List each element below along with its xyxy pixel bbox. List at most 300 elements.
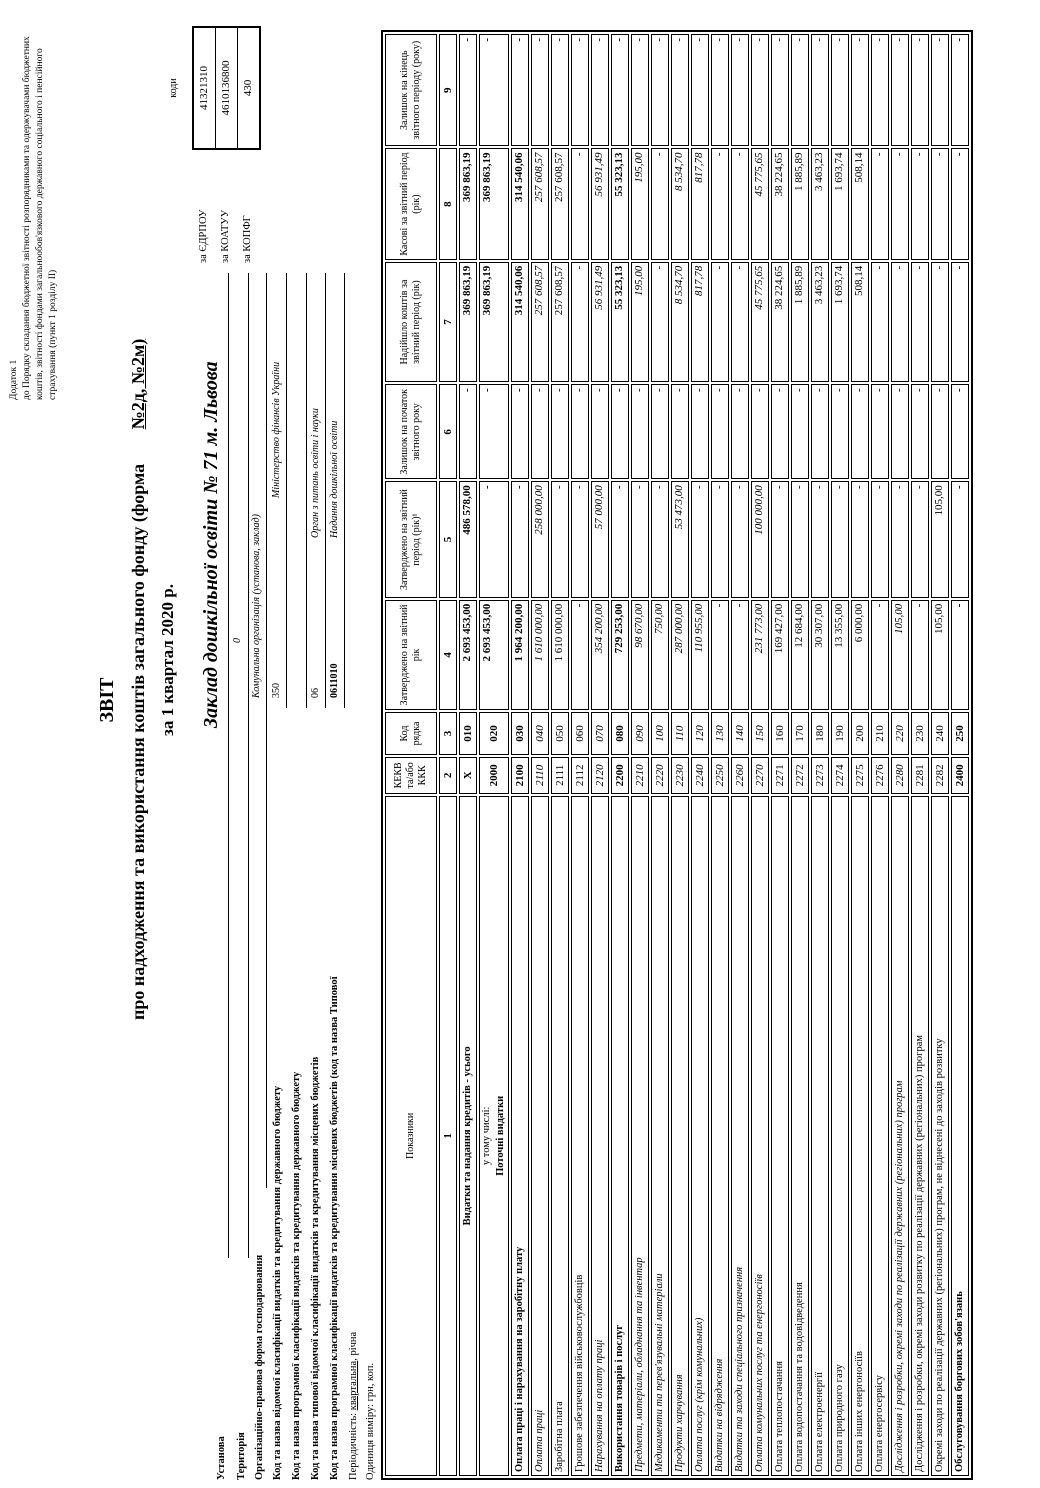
column-header: Залишок на кінець звітного періоду (року): [385, 34, 437, 146]
received-funds: 3 463,23: [811, 262, 829, 383]
table-row: [691, 34, 709, 1476]
table-row: [651, 34, 669, 1476]
table-row: [891, 34, 909, 1476]
row-label: Оплата комунальних послуг та енергоносіїв: [751, 796, 769, 1476]
approved-period: -: [691, 481, 709, 597]
cash-expenses: 369 863,19: [479, 148, 509, 259]
legal-form-value: Комунальна організація (установа, заклад): [251, 514, 262, 698]
received-funds: 369 863,19: [459, 262, 477, 383]
row-code: 050: [551, 712, 569, 755]
appendix-note: [8, 20, 60, 400]
balance-end: -: [479, 34, 509, 146]
balance-start: -: [651, 384, 669, 479]
cash-expenses: 817,78: [691, 148, 709, 259]
cash-expenses: -: [891, 148, 909, 259]
received-funds: 314 540,06: [511, 262, 529, 383]
edrpou-label: за ЄДРПОУ: [198, 209, 209, 263]
balance-end: -: [651, 34, 669, 146]
row-code: 110: [671, 712, 689, 755]
code-koatuu: 4610136800: [216, 28, 238, 148]
typical-class-label: Код та назва типової відомчої класифікації видатків та кредитування місцевих бюджетів: [310, 1056, 321, 1480]
report-title: ЗВІТ: [96, 677, 118, 723]
periodicity-label: Періодичність:: [348, 1412, 359, 1480]
balance-end: -: [571, 34, 589, 146]
column-header: Показники: [385, 796, 437, 1476]
approved-period: -: [511, 481, 529, 597]
table-row: [951, 34, 969, 1476]
balance-end: -: [951, 34, 969, 146]
balance-end: -: [459, 34, 477, 146]
row-label: [479, 796, 509, 1476]
row-label: Оплата інших енергоносіїв: [851, 796, 869, 1476]
report-table: [381, 30, 973, 1480]
typical-code: 06: [310, 688, 321, 698]
balance-start: -: [771, 384, 789, 479]
received-funds: -: [731, 262, 749, 383]
column-number: 9: [439, 34, 457, 146]
prog-class-field: [288, 273, 307, 708]
row-label: Видатки та надання кредитів - усього: [459, 796, 477, 1476]
approved-year: 30 307,00: [811, 600, 829, 710]
cash-expenses: 195,00: [631, 148, 649, 259]
approved-period: 105,00: [931, 481, 949, 597]
approved-year: -: [951, 600, 969, 710]
subtitle-text: про надходження та використання коштів загального фонду (форма: [128, 463, 148, 1020]
kekv-code: 2230: [671, 757, 689, 794]
column-number-row: [439, 34, 457, 1476]
row-code: 120: [691, 712, 709, 755]
balance-end: -: [731, 34, 749, 146]
balance-end: -: [931, 34, 949, 146]
cash-expenses: -: [731, 148, 749, 259]
kekv-code: 2240: [691, 757, 709, 794]
codes-label: коди: [168, 78, 179, 98]
table-row: [771, 34, 789, 1476]
received-funds: -: [571, 262, 589, 383]
column-number: 2: [439, 757, 457, 794]
balance-start: -: [611, 384, 629, 479]
balance-end: -: [891, 34, 909, 146]
balance-end: -: [831, 34, 849, 146]
approved-period: 57 000,00: [591, 481, 609, 597]
column-header: Надійшло коштів за звітний період (рік): [385, 262, 437, 383]
row-code: 140: [731, 712, 749, 755]
cash-expenses: -: [911, 148, 929, 259]
row-code: 240: [931, 712, 949, 755]
kekv-code: 2200: [611, 757, 629, 794]
row-label: Дослідження і розробки, окремі заходи розвитку по реалізації державних (регіональних) програм: [911, 796, 929, 1476]
balance-end: -: [551, 34, 569, 146]
approved-year: -: [711, 600, 729, 710]
kekv-code: 2270: [751, 757, 769, 794]
row-code: 160: [771, 712, 789, 755]
balance-start: -: [831, 384, 849, 479]
cash-expenses: -: [951, 148, 969, 259]
approved-period: -: [479, 481, 509, 597]
kopfg-label: за КОПФГ: [242, 215, 253, 263]
table-row: [671, 34, 689, 1476]
approved-year: 169 427,00: [771, 600, 789, 710]
row-label: Оплата водопостачання та водовідведення: [791, 796, 809, 1476]
approved-year: -: [731, 600, 749, 710]
column-number: 8: [439, 148, 457, 259]
kekv-code: 2000: [479, 757, 509, 794]
balance-start: -: [751, 384, 769, 479]
typical-name: Орган з питань освіти і науки: [310, 408, 321, 538]
table-row: [811, 34, 829, 1476]
approved-year: 2 693 453,00: [479, 600, 509, 710]
kekv-code: 2280: [891, 757, 909, 794]
balance-end: -: [531, 34, 549, 146]
approved-period: -: [711, 481, 729, 597]
kekv-code: 2400: [951, 757, 969, 794]
appendix-text: до Порядку складання бюджетної звітності розпорядниками та одержувачами бюджетних коштів, звітності фондами загальнообов'язкового державного соціального і пенсійного страхування (пункт 1 розділу II): [22, 36, 58, 400]
approved-period: -: [811, 481, 829, 597]
approved-year: 750,00: [651, 600, 669, 710]
row-label: Оплата послуг (крім комунальних): [691, 796, 709, 1476]
balance-end: -: [711, 34, 729, 146]
kekv-code: 2281: [911, 757, 929, 794]
balance-start: -: [911, 384, 929, 479]
balance-start: -: [711, 384, 729, 479]
approved-period: 100 000,00: [751, 481, 769, 597]
cash-expenses: -: [711, 148, 729, 259]
balance-start: -: [951, 384, 969, 479]
received-funds: 1 885,89: [791, 262, 809, 383]
row-code: 200: [851, 712, 869, 755]
cash-expenses: 369 863,19: [459, 148, 477, 259]
kekv-code: X: [459, 757, 477, 794]
balance-end: -: [631, 34, 649, 146]
row-label-text: Поточні видатки: [495, 1095, 506, 1176]
kekv-code: 2120: [591, 757, 609, 794]
local-prog-name: Надання дошкільної освіти: [329, 420, 340, 538]
periodicity-quarterly: квартальна: [348, 1360, 359, 1411]
approved-period: 258 000,00: [531, 481, 549, 597]
legal-form-field: [248, 273, 267, 1188]
received-funds: 55 323,13: [611, 262, 629, 383]
cash-expenses: 45 775,65: [751, 148, 769, 259]
balance-start: -: [551, 384, 569, 479]
balance-start: -: [931, 384, 949, 479]
received-funds: -: [651, 262, 669, 383]
approved-period: -: [551, 481, 569, 597]
kekv-code: 2250: [711, 757, 729, 794]
received-funds: -: [911, 262, 929, 383]
row-code: 130: [711, 712, 729, 755]
territory-label: Територія: [236, 1432, 247, 1480]
table-row: [591, 34, 609, 1476]
cash-expenses: 314 540,06: [511, 148, 529, 259]
approved-period: -: [871, 481, 889, 597]
institution-label: Установа: [216, 1436, 227, 1480]
approved-period: -: [851, 481, 869, 597]
row-label: Оплата теплопостачання: [771, 796, 789, 1476]
row-code: 100: [651, 712, 669, 755]
row-label: Використання товарів і послуг: [611, 796, 629, 1476]
balance-start: -: [459, 384, 477, 479]
dept-name: Міністерство фінансів України: [271, 361, 282, 498]
cash-expenses: 508,14: [851, 148, 869, 259]
balance-end: -: [811, 34, 829, 146]
kekv-code: 2260: [731, 757, 749, 794]
table-row: [931, 34, 949, 1476]
row-code: 020: [479, 712, 509, 755]
column-header: Код рядка: [385, 712, 437, 755]
kekv-code: 2275: [851, 757, 869, 794]
kekv-code: 2274: [831, 757, 849, 794]
prog-class-label: Код та назва програмної класифікації видатків та кредитування державного бюджету: [291, 1071, 302, 1480]
approved-period: 53 473,00: [671, 481, 689, 597]
column-header: Касові за звітний період (рік): [385, 148, 437, 259]
received-funds: 257 608,57: [551, 262, 569, 383]
row-code: 180: [811, 712, 829, 755]
balance-start: -: [731, 384, 749, 479]
received-funds: -: [711, 262, 729, 383]
approved-period: -: [951, 481, 969, 597]
row-label: Оплата енергосервісу: [871, 796, 889, 1476]
balance-start: -: [571, 384, 589, 479]
column-header: Затверджено на звітний рік: [385, 600, 437, 710]
kekv-code: 2272: [791, 757, 809, 794]
received-funds: 508,14: [851, 262, 869, 383]
balance-end: -: [791, 34, 809, 146]
approved-year: 1 610 000,00: [551, 600, 569, 710]
received-funds: -: [891, 262, 909, 383]
row-code: 150: [751, 712, 769, 755]
received-funds: 817,78: [691, 262, 709, 383]
table-row: [831, 34, 849, 1476]
report-subtitle: [128, 339, 149, 1020]
koatuu-label: за КОАТУУ: [220, 209, 231, 263]
balance-end: -: [771, 34, 789, 146]
approved-period: -: [631, 481, 649, 597]
table-row: [791, 34, 809, 1476]
approved-year: 231 773,00: [751, 600, 769, 710]
approved-year: 105,00: [891, 600, 909, 710]
dept-code: 350: [271, 683, 282, 698]
column-number: 5: [439, 481, 457, 597]
row-code: 060: [571, 712, 589, 755]
cash-expenses: 257 608,57: [531, 148, 549, 259]
table-row: [631, 34, 649, 1476]
approved-year: 13 355,00: [831, 600, 849, 710]
row-code: 040: [531, 712, 549, 755]
cash-expenses: 257 608,57: [551, 148, 569, 259]
kekv-code: 2276: [871, 757, 889, 794]
institution-field: [200, 273, 229, 1258]
row-label: Заробітна плата: [551, 796, 569, 1476]
table-row: [711, 34, 729, 1476]
row-label: Обслуговування боргових зобов'язань: [951, 796, 969, 1476]
table-row: [851, 34, 869, 1476]
dept-class-field: [268, 273, 287, 708]
balance-end: -: [511, 34, 529, 146]
approved-year: 12 684,00: [791, 600, 809, 710]
row-label-prefix: у тому числі:: [481, 1106, 492, 1166]
column-header: Залишок на початок звітного року: [385, 384, 437, 479]
balance-start: -: [591, 384, 609, 479]
approved-year: 98 670,00: [631, 600, 649, 710]
column-number: 7: [439, 262, 457, 383]
row-code: 210: [871, 712, 889, 755]
kekv-code: 2220: [651, 757, 669, 794]
table-row: [531, 34, 549, 1476]
local-prog-field: [326, 273, 345, 708]
periodicity: [348, 1332, 359, 1480]
received-funds: 1 693,74: [831, 262, 849, 383]
row-code: 220: [891, 712, 909, 755]
cash-expenses: -: [931, 148, 949, 259]
row-code: 090: [631, 712, 649, 755]
balance-end: -: [611, 34, 629, 146]
code-edrpou: 41321310: [194, 28, 216, 148]
balance-end: -: [751, 34, 769, 146]
row-code: 030: [511, 712, 529, 755]
column-number: 3: [439, 712, 457, 755]
table-row: [571, 34, 589, 1476]
approved-period: -: [891, 481, 909, 597]
kekv-code: 2111: [551, 757, 569, 794]
balance-start: -: [511, 384, 529, 479]
column-number: 1: [439, 796, 457, 1476]
form-numbers: №2д, №2м): [128, 338, 148, 430]
appendix-title: Додаток 1: [9, 359, 19, 400]
approved-period: -: [911, 481, 929, 597]
row-code: 010: [459, 712, 477, 755]
kekv-code: 2210: [631, 757, 649, 794]
kekv-code: 2271: [771, 757, 789, 794]
row-label: Оплата праці: [531, 796, 549, 1476]
received-funds: 45 775,65: [751, 262, 769, 383]
approved-period: -: [651, 481, 669, 597]
row-label: Оплата електроенергії: [811, 796, 829, 1476]
cash-expenses: -: [571, 148, 589, 259]
row-code: 070: [591, 712, 609, 755]
approved-year: 110 955,00: [691, 600, 709, 710]
balance-end: -: [911, 34, 929, 146]
column-number: 4: [439, 600, 457, 710]
kekv-code: 2273: [811, 757, 829, 794]
received-funds: 8 534,70: [671, 262, 689, 383]
kekv-code: 2282: [931, 757, 949, 794]
approved-period: -: [771, 481, 789, 597]
approved-period: -: [571, 481, 589, 597]
unit-of-measure: Одиниця виміру: грн, коп.: [365, 1362, 376, 1480]
approved-year: 2 693 453,00: [459, 600, 477, 710]
code-kopfg: 430: [242, 79, 254, 97]
approved-year: 1 964 200,00: [511, 600, 529, 710]
column-header: КЕКВ та/або ККК: [385, 757, 437, 794]
received-funds: -: [931, 262, 949, 383]
table-row: [551, 34, 569, 1476]
table-row: [731, 34, 749, 1476]
row-label: Грошове забезпечення військовослужбовців: [571, 796, 589, 1476]
received-funds: 369 863,19: [479, 262, 509, 383]
legal-form-label: Організаційно-правова форма господарювання: [254, 1254, 265, 1480]
approved-year: -: [571, 600, 589, 710]
approved-year: -: [871, 600, 889, 710]
approved-year: 6 000,00: [851, 600, 869, 710]
row-code: 250: [951, 712, 969, 755]
balance-start: -: [891, 384, 909, 479]
balance-start: -: [671, 384, 689, 479]
balance-start: -: [479, 384, 509, 479]
cash-expenses: 1 693,74: [831, 148, 849, 259]
balance-end: -: [871, 34, 889, 146]
received-funds: 257 608,57: [531, 262, 549, 383]
local-prog-code: 0611010: [329, 663, 340, 698]
balance-start: -: [631, 384, 649, 479]
report-period: за 1 квартал 2020 р.: [158, 584, 177, 736]
balance-start: -: [811, 384, 829, 479]
cash-expenses: 56 931,49: [591, 148, 609, 259]
kekv-code: 2100: [511, 757, 529, 794]
cash-expenses: 38 224,65: [771, 148, 789, 259]
received-funds: -: [951, 262, 969, 383]
balance-start: -: [531, 384, 549, 479]
approved-year: -: [911, 600, 929, 710]
row-code: 170: [791, 712, 809, 755]
approved-period: -: [731, 481, 749, 597]
kekv-code: 2110: [531, 757, 549, 794]
balance-start: -: [791, 384, 809, 479]
approved-period: -: [831, 481, 849, 597]
cash-expenses: 1 885,89: [791, 148, 809, 259]
row-code: 230: [911, 712, 929, 755]
approved-period: -: [791, 481, 809, 597]
balance-start: -: [851, 384, 869, 479]
row-label: Видатки та заходи спеціального призначення: [731, 796, 749, 1476]
approved-year: 105,00: [931, 600, 949, 710]
balance-end: -: [851, 34, 869, 146]
row-label: Оплата природного газу: [831, 796, 849, 1476]
cash-expenses: 3 463,23: [811, 148, 829, 259]
local-prog-label: Код та назва програмної класифікації видатків та кредитування місцевих бюджетів (код та назва Типової: [329, 976, 340, 1480]
cash-expenses: -: [871, 148, 889, 259]
row-label: Нарахування на оплату праці: [591, 796, 609, 1476]
row-label: Оплата праці і нарахування на заробітну плату: [511, 796, 529, 1476]
institution-value: Заклад дошкільної освіти № 71 м. Львова: [200, 361, 222, 728]
territory-value: 0: [232, 638, 243, 643]
approved-period: -: [611, 481, 629, 597]
codes-box: [192, 26, 261, 150]
balance-start: -: [871, 384, 889, 479]
row-label: Видатки на відрядження: [711, 796, 729, 1476]
balance-end: -: [691, 34, 709, 146]
received-funds: 38 224,65: [771, 262, 789, 383]
table-row: [479, 34, 509, 1476]
periodicity-annual: , річна: [348, 1331, 359, 1361]
column-number: 6: [439, 384, 457, 479]
row-label: Предмети, матеріали, обладнання та інвентар: [631, 796, 649, 1476]
row-label: Медикаменти та перев'язувальні матеріали: [651, 796, 669, 1476]
received-funds: 56 931,49: [591, 262, 609, 383]
balance-start: -: [691, 384, 709, 479]
table-row: [459, 34, 477, 1476]
balance-end: -: [671, 34, 689, 146]
row-label: Дослідження і розробки, окремі заходи по реалізації державних (регіональних) програм: [891, 796, 909, 1476]
row-label: Окремі заходи по реалізації державних (регіональних) програм, не віднесені до заходів розвитку: [931, 796, 949, 1476]
table-header-row: [385, 34, 437, 1476]
table-row: [871, 34, 889, 1476]
kekv-code: 2112: [571, 757, 589, 794]
table-row: [911, 34, 929, 1476]
approved-year: 1 610 000,00: [531, 600, 549, 710]
typical-class-field: [307, 273, 326, 708]
approved-year: 354 200,00: [591, 600, 609, 710]
approved-year: 729 253,00: [611, 600, 629, 710]
